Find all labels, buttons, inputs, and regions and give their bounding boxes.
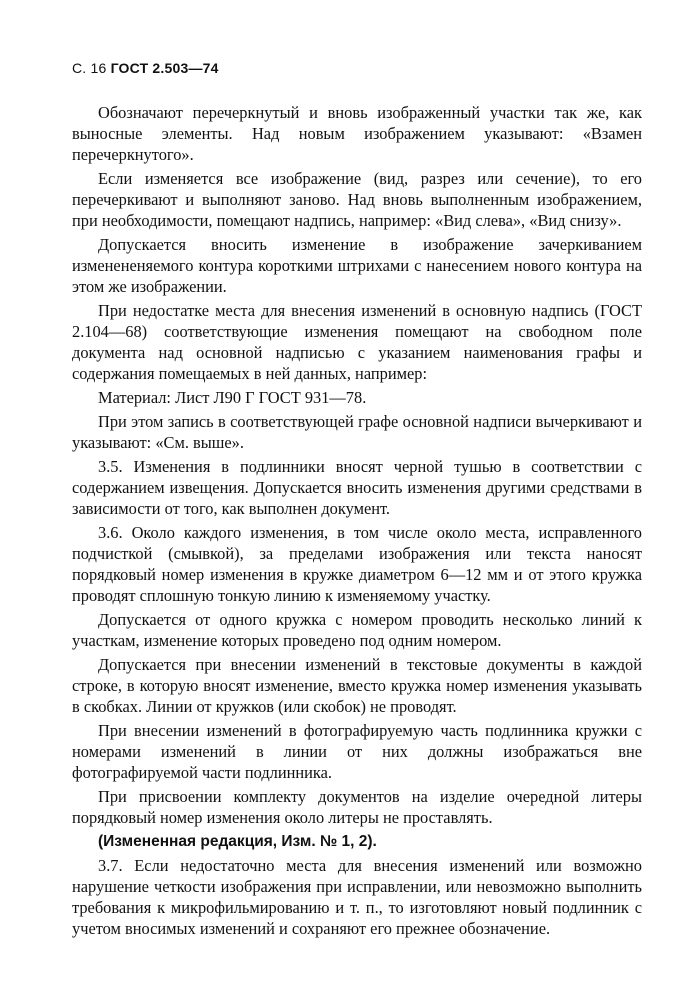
paragraph-crossed-out-areas: Обозначают перечеркнутый и вновь изображенный участки так же, как выносные элементы. Над новым изображением указывают: «Взамен перечеркнутого». (72, 103, 642, 164)
paragraph-text-documents: Допускается при внесении изменений в текстовые документы в каждой строке, в которую вносят изменение, вместо кружка номер изменения указывать в скобках. Линии от кружков (или скобок) не проводят. (72, 655, 642, 716)
paragraph-see-above: При этом запись в соответствующей графе основной надписи вычеркивают и указывают: «См. выше». (72, 412, 642, 452)
paragraph-litera: При присвоении комплекту документов на изделие очередной литеры порядковый номер изменения около литеры не проставлять. (72, 787, 642, 827)
paragraph-clause-3-6: 3.6. Около каждого изменения, в том числе около места, исправленного подчисткой (смывкой), за пределами изображения или текста наносят порядковый номер изменения в кружке диаметром 6—12 мм и от этого кружка проводят сплошную тонкую линию к изменяемому участку. (72, 523, 642, 605)
revision-note: (Измененная редакция, Изм. № 1, 2). (98, 833, 377, 850)
paragraph-clause-3-7: 3.7. Если недостаточно места для внесения изменений или возможно нарушение четкости изображения при исправлении, или невозможно выполнить требования к микрофильмированию и т. п., то изготовляют новый подлинник с учетом вносимых изменений и сохраняют его прежнее обозначение. (72, 856, 642, 938)
page-number: С. 16 (72, 60, 107, 76)
document-page (72, 58, 642, 942)
paragraph-hatching-change: Допускается вносить изменение в изображение зачеркиванием изменененяемого контура короткими штрихами с нанесением нового контура на этом же изображении. (72, 235, 642, 296)
paragraph-photographed-part: При внесении изменений в фотографируемую часть подлинника кружки с номерами изменений в линии от них должны изображаться вне фотографируемой части подлинника. (72, 721, 642, 782)
paragraph-several-lines: Допускается от одного кружка с номером проводить несколько линий к участкам, изменение которых проведено под одним номером. (72, 610, 642, 650)
paragraph-clause-3-5: 3.5. Изменения в подлинники вносят черной тушью в соответствии с содержанием извещения. Допускается вносить изменения другими средствами в зависимости от того, как выполнен документ. (72, 457, 642, 518)
paragraph-material-example: Материал: Лист Л90 Г ГОСТ 931—78. (98, 388, 367, 407)
standard-designation: ГОСТ 2.503—74 (110, 60, 219, 76)
paragraph-title-block-change: При недостатке места для внесения изменений в основную надпись (ГОСТ 2.104—68) соответствующие изменения помещают на свободном поле документа над основной надписью с указанием наименования графы и содержания помещаемых в ней данных, например: (72, 301, 642, 383)
paragraph-whole-image-change: Если изменяется все изображение (вид, разрез или сечение), то его перечеркивают и выполняют заново. Над вновь выполненным изображением, при необходимости, помещают надпись, например: «Вид слева», «Вид снизу». (72, 169, 642, 230)
page-header (72, 58, 642, 79)
